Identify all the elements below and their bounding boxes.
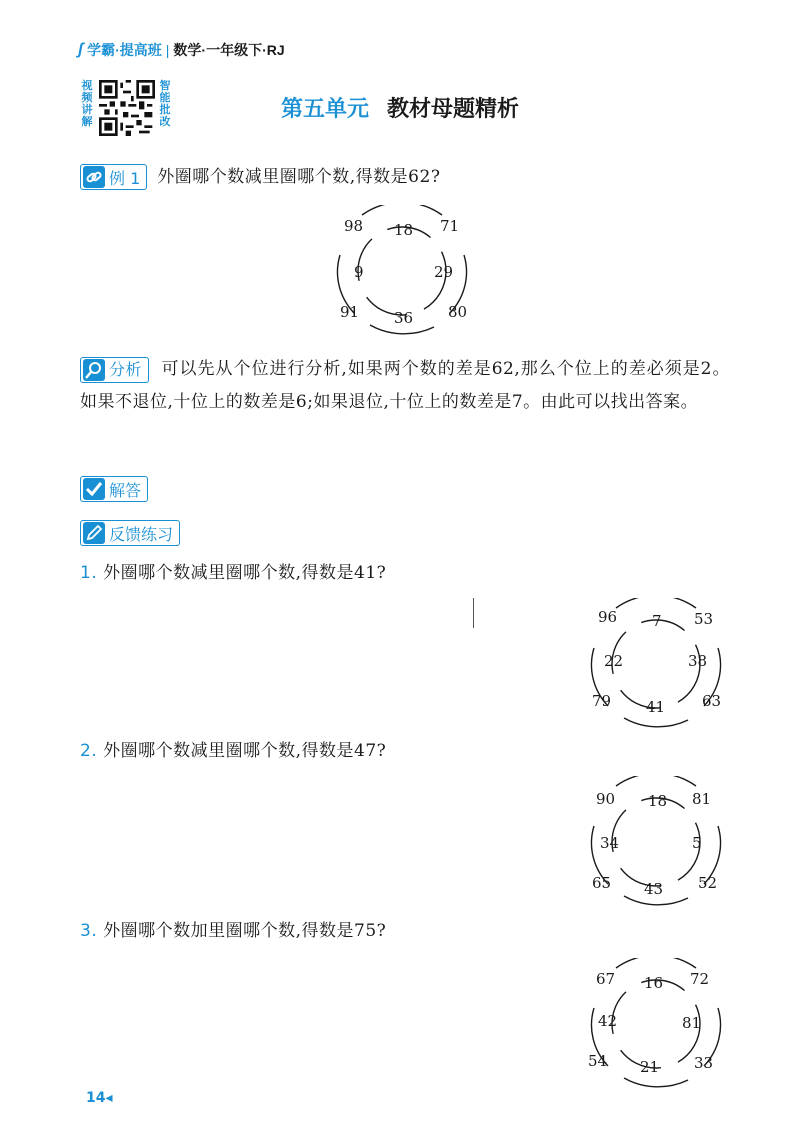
page-title <box>0 92 800 123</box>
example-question: 外圈哪个数减里圈哪个数,得数是62? <box>157 167 441 187</box>
brand-flag-icon: ʃ <box>78 41 84 58</box>
analysis-tag-label: 分析 <box>109 360 143 379</box>
answer-tag <box>80 476 148 502</box>
example-tag-label: 例 1 <box>109 168 141 188</box>
book-subject: 数学·一年级下·RJ <box>173 42 285 58</box>
outer-number: 98 <box>344 217 364 235</box>
checkmark-icon <box>83 478 105 500</box>
outer-ring <box>624 718 688 727</box>
inner-number: 18 <box>648 792 668 810</box>
outer-number: 52 <box>698 874 718 892</box>
inner-number: 81 <box>682 1014 702 1032</box>
question-1 <box>80 563 386 583</box>
inner-ring <box>612 620 700 708</box>
outer-ring <box>362 205 442 215</box>
question-text: 外圈哪个数减里圈哪个数,得数是41? <box>103 563 387 583</box>
inner-number: 42 <box>598 1012 618 1030</box>
outer-number: 90 <box>596 790 616 808</box>
inner-number: 16 <box>644 974 664 992</box>
qr-left-label: 视频讲解 <box>81 79 93 128</box>
inner-number: 43 <box>644 880 664 898</box>
analysis-tag <box>80 357 149 383</box>
question-3-ring-diagram <box>584 958 728 1090</box>
brand-name: 学霸·提高班 <box>87 42 162 58</box>
outer-number: 79 <box>592 692 612 710</box>
outer-ring <box>616 776 696 786</box>
topic-title: 教材母题精析 <box>387 97 520 122</box>
question-3 <box>80 921 386 941</box>
running-header <box>78 40 285 60</box>
analysis-text: 可以先从个位进行分析,如果两个数的差是62,那么个位上的差必须是2。如果不退位,十位上的数差是6;如果退位,十位上的数差是7。由此可以找出答案。 <box>80 359 730 412</box>
divider-mark <box>473 598 474 628</box>
inner-number: 5 <box>692 834 702 852</box>
outer-number: 67 <box>596 970 616 988</box>
inner-number: 21 <box>640 1058 660 1076</box>
practice-row <box>80 520 180 548</box>
question-2 <box>80 741 386 761</box>
outer-number: 65 <box>592 874 612 892</box>
example-ring-diagram <box>330 205 474 337</box>
inner-number: 22 <box>604 652 624 670</box>
inner-number: 29 <box>434 263 454 281</box>
analysis-block <box>80 353 730 419</box>
outer-number: 54 <box>588 1052 608 1070</box>
practice-tag <box>80 520 180 546</box>
inner-number: 7 <box>652 612 662 630</box>
question-number: 2. <box>80 741 98 761</box>
example-tag <box>80 164 147 190</box>
outer-number: 80 <box>448 303 468 321</box>
question-number: 3. <box>80 921 98 941</box>
outer-ring <box>616 958 696 968</box>
inner-number: 34 <box>600 834 620 852</box>
question-text: 外圈哪个数加里圈哪个数,得数是75? <box>103 921 387 941</box>
practice-tag-label: 反馈练习 <box>109 524 174 544</box>
page-arrow-icon: ◂ <box>105 1090 113 1106</box>
inner-number: 38 <box>688 652 708 670</box>
page-number: 14◂ <box>86 1090 113 1106</box>
outer-number: 91 <box>340 303 360 321</box>
unit-title: 第五单元 <box>280 97 369 122</box>
qr-right-label: 智能批改 <box>159 79 171 128</box>
outer-number: 72 <box>690 970 710 988</box>
outer-number: 33 <box>694 1054 714 1072</box>
outer-number: 53 <box>694 610 714 628</box>
inner-number: 9 <box>354 263 364 281</box>
outer-ring <box>624 1078 688 1087</box>
question-1-ring-diagram <box>584 598 728 730</box>
inner-ring <box>358 227 446 315</box>
outer-number: 63 <box>702 692 722 710</box>
answer-tag-label: 解答 <box>109 480 142 500</box>
question-text: 外圈哪个数减里圈哪个数,得数是47? <box>103 741 387 761</box>
outer-number: 71 <box>440 217 460 235</box>
magnifier-icon <box>83 359 105 381</box>
outer-ring <box>616 598 696 608</box>
link-icon <box>83 166 105 188</box>
inner-number: 36 <box>394 309 414 327</box>
question-2-ring-diagram <box>584 776 728 908</box>
outer-number: 96 <box>598 608 618 626</box>
answer-row <box>80 476 148 504</box>
inner-number: 41 <box>646 698 666 716</box>
pencil-icon <box>83 522 105 544</box>
question-number: 1. <box>80 563 98 583</box>
example-row <box>80 164 440 190</box>
inner-ring <box>612 798 700 886</box>
header-divider: | <box>165 42 170 58</box>
inner-number: 18 <box>394 221 414 239</box>
outer-number: 81 <box>692 790 712 808</box>
